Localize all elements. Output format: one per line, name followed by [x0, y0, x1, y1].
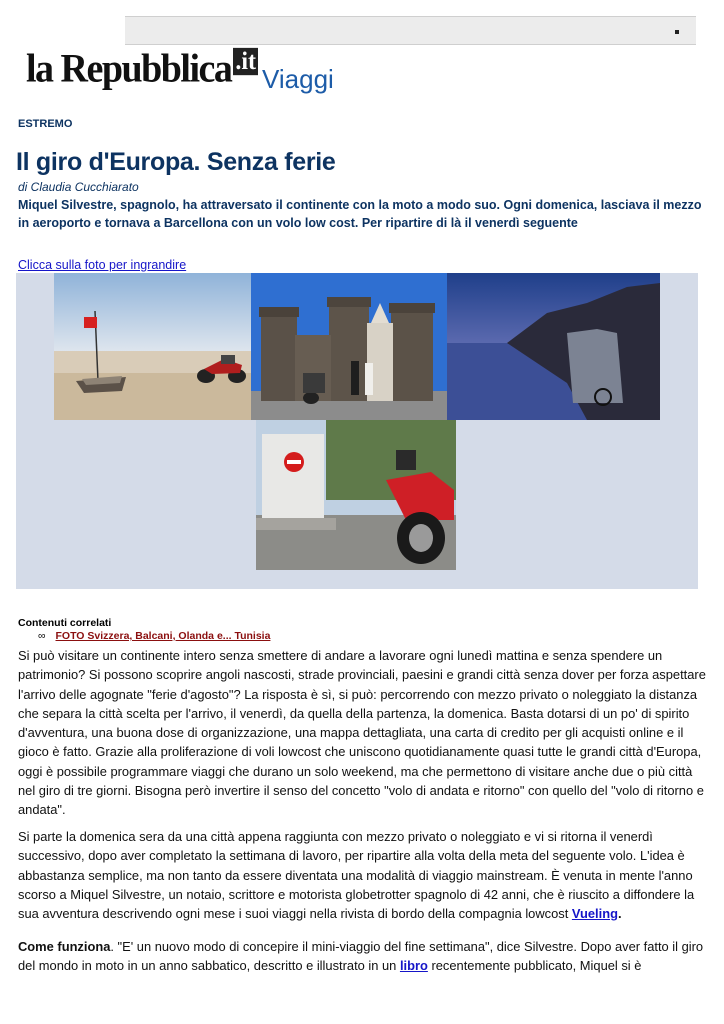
libro-link[interactable]: libro: [399, 958, 428, 974]
body-paragraph-2-end: .: [617, 906, 622, 922]
top-bar: [125, 16, 696, 45]
body-paragraph-3-end: recentemente pubblicato, Miquel si è: [427, 958, 642, 974]
related-list-item: [38, 630, 270, 642]
photo-salt-flat[interactable]: [54, 273, 251, 420]
related-heading: Contenuti correlati: [18, 617, 112, 629]
article-title: Il giro d'Europa. Senza ferie: [16, 148, 336, 176]
article-kicker: ESTREMO: [18, 118, 73, 130]
body-paragraph-1: Si può visitare un continente intero senza smettere di andare a lavorare ogni lunedì mattina e senza spendere un patrimonio? Si possono scoprire angoli nascosti, strade provinciali, paesini e grandi città senza dover per forza aspettare l'arrivo delle agognate "ferie d'agosto"? La risposta è sì, si può: percorrendo con mezzo privato o noleggiato la distanza che separa la città scelta per l'arrivo, il venerdì, da quella della partenza, la domenica. Basta dotarsi di un po' di spirito d'avventura, una buona dose di organizzazione, una mappa dettagliata, una carta di credito per gli acquisti online e il gioco è fatto. Grazie alla proliferazione di voli lowcost che uniscono quotidianamente quasi tutte le grandi città d'Europa, oggi è possibile programmare viaggi che durano un solo weekend, ma che permettono di visitare anche due o più città nel giro di tre giorni. Bisogna però invertire il senso del concetto "volo di andata e ritorno" con quello del "volo di ritorno e andata".: [18, 648, 706, 818]
section-title[interactable]: Viaggi: [262, 64, 334, 94]
vueling-link[interactable]: Vueling: [571, 906, 618, 922]
body-paragraph-3-text: . "E' un nuovo modo di concepire il mini-viaggio del fine settimana", dice Silvestre. Dopo aver fatto il giro del mondo in moto in un anno sabbatico, descritto e illustrato in un: [18, 939, 704, 974]
logo[interactable]: [26, 46, 258, 92]
body-paragraph-2-text: Si parte la domenica sera da una città appena raggiunta con mezzo privato o noleggiato e vi si ritorna il venerdì successivo, dopo aver completato la settimana di lavoro, per ripartire alla volta della meta del seguente volo. L'idea è abbastanza semplice, ma non tanto da essere diventata una modalità di viaggio mainstream. È venuta in mente l'anno scorso a Miquel Silvestre, un notaio, scrittore e motorista globetrotter spagnolo di 42 anni, che è riuscito a diffondere la sua avventura descrivendo ogni mese i suoi viaggi nella rivista di bordo della compagnia lowcost: [18, 829, 695, 922]
article-lead: Miquel Silvestre, spagnolo, ha attraversato il continente con la moto a modo suo. Ogni domenica, lasciava il mezzo in aeroporto e tornava a Barcellona con un volo low cost. Per ripartire di là il venerdì seguente: [18, 198, 702, 230]
photo-castle[interactable]: [251, 273, 447, 420]
body-paragraph-2: [18, 827, 708, 923]
menu-square-icon[interactable]: [675, 30, 679, 34]
article-byline: di Claudia Cucchiarato: [18, 180, 139, 194]
logo-text: la Repubblica: [26, 46, 232, 91]
body-paragraph-3: [18, 937, 708, 976]
related-link[interactable]: FOTO Svizzera, Balcani, Olanda e... Tunisia: [55, 630, 271, 642]
gallery-enlarge-link[interactable]: Clicca sulla foto per ingrandire: [18, 258, 187, 272]
photo-motorbike-sign[interactable]: [256, 420, 456, 570]
subheading-come-funziona: Come funziona: [18, 939, 111, 954]
photo-gallery: [16, 273, 698, 589]
photo-coast[interactable]: [447, 273, 660, 420]
infinity-bullet-icon: ∞: [38, 630, 46, 642]
logo-suffix: .it: [235, 47, 257, 76]
